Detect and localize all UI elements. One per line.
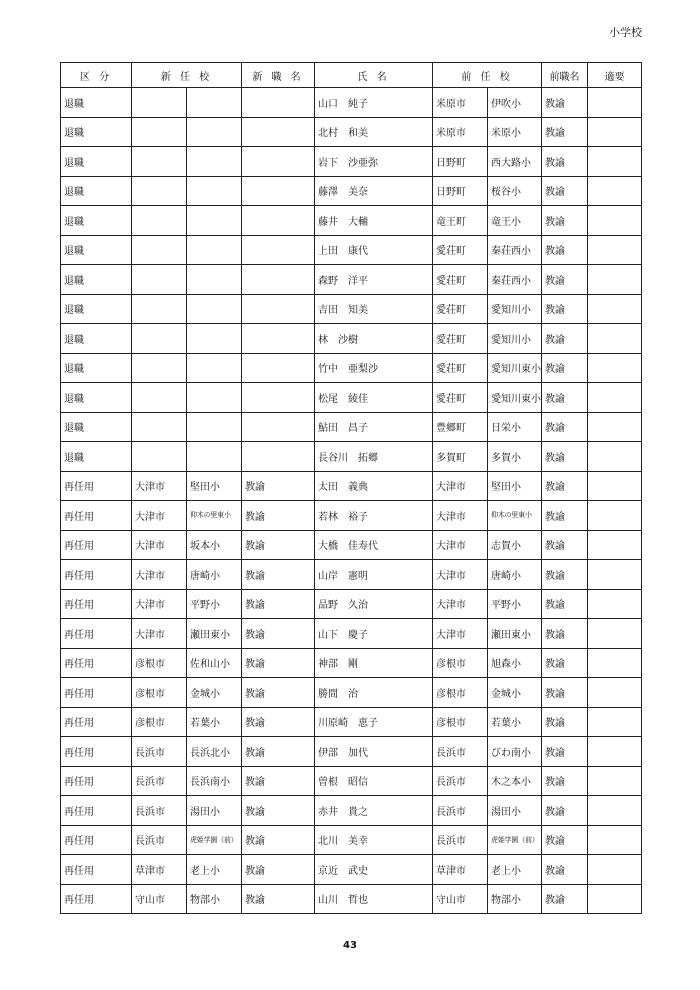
table-row — [61, 707, 642, 737]
new-title-cell: 教諭 — [242, 855, 315, 885]
table-row — [61, 353, 642, 383]
new-title-cell: 教諭 — [242, 678, 315, 708]
remarks-cell — [588, 265, 642, 295]
new-city-cell — [132, 412, 187, 442]
new-city-cell: 草津市 — [132, 855, 187, 885]
remarks-cell — [588, 766, 642, 796]
prev-title-cell: 教諭 — [542, 117, 588, 147]
table-row — [61, 796, 642, 826]
prev-city-cell: 長浜市 — [433, 825, 488, 855]
new-school-cell: 長浜南小 — [187, 766, 242, 796]
new-school-cell — [187, 265, 242, 295]
personnel-table — [60, 62, 642, 914]
prev-city-cell: 愛荘町 — [433, 383, 488, 413]
remarks-cell — [588, 560, 642, 590]
table-row — [61, 88, 642, 118]
remarks-cell — [588, 737, 642, 767]
remarks-cell — [588, 678, 642, 708]
new-title-cell: 教諭 — [242, 766, 315, 796]
new-school-cell: 仰木の里東小 — [187, 501, 242, 531]
table-row — [61, 530, 642, 560]
prev-school-cell: 湯田小 — [488, 796, 542, 826]
new-title-cell: 教諭 — [242, 825, 315, 855]
category-cell: 再任用 — [61, 737, 132, 767]
prev-title-cell: 教諭 — [542, 294, 588, 324]
prev-school-cell: 唐崎小 — [488, 560, 542, 590]
name-cell: 北村 和美 — [315, 117, 433, 147]
prev-title-cell: 教諭 — [542, 766, 588, 796]
new-city-cell — [132, 442, 187, 472]
new-city-cell: 大津市 — [132, 501, 187, 531]
prev-city-cell: 米原市 — [433, 117, 488, 147]
remarks-cell — [588, 648, 642, 678]
header-category: 区 分 — [61, 63, 132, 88]
name-cell: 長谷川 拓郷 — [315, 442, 433, 472]
new-city-cell: 大津市 — [132, 530, 187, 560]
new-school-cell — [187, 353, 242, 383]
new-city-cell: 大津市 — [132, 471, 187, 501]
prev-school-cell: 旭森小 — [488, 648, 542, 678]
prev-title-cell: 教諭 — [542, 560, 588, 590]
category-cell: 再任用 — [61, 530, 132, 560]
prev-city-cell: 日野町 — [433, 147, 488, 177]
header-remarks: 適要 — [588, 63, 642, 88]
name-cell: 岩下 沙亜弥 — [315, 147, 433, 177]
new-title-cell: 教諭 — [242, 530, 315, 560]
category-cell: 再任用 — [61, 678, 132, 708]
new-title-cell — [242, 412, 315, 442]
prev-city-cell: 長浜市 — [433, 766, 488, 796]
table-row — [61, 235, 642, 265]
new-title-cell: 教諭 — [242, 884, 315, 914]
remarks-cell — [588, 294, 642, 324]
prev-title-cell: 教諭 — [542, 707, 588, 737]
table-header-row — [61, 63, 642, 88]
prev-title-cell: 教諭 — [542, 147, 588, 177]
new-school-cell: 平野小 — [187, 589, 242, 619]
name-cell: 山口 純子 — [315, 88, 433, 118]
new-title-cell — [242, 117, 315, 147]
name-cell: 神部 剛 — [315, 648, 433, 678]
prev-title-cell: 教諭 — [542, 619, 588, 649]
remarks-cell — [588, 884, 642, 914]
prev-school-cell: 志賀小 — [488, 530, 542, 560]
remarks-cell — [588, 501, 642, 531]
prev-school-cell: 若葉小 — [488, 707, 542, 737]
name-cell: 赤井 貴之 — [315, 796, 433, 826]
prev-city-cell: 大津市 — [433, 589, 488, 619]
table-row — [61, 412, 642, 442]
header-name: 氏 名 — [315, 63, 433, 88]
remarks-cell — [588, 383, 642, 413]
prev-title-cell: 教諭 — [542, 855, 588, 885]
new-title-cell — [242, 265, 315, 295]
new-title-cell — [242, 147, 315, 177]
prev-school-cell: 平野小 — [488, 589, 542, 619]
new-school-cell — [187, 117, 242, 147]
category-cell: 再任用 — [61, 855, 132, 885]
new-school-cell: 金城小 — [187, 678, 242, 708]
name-cell: 林 沙樹 — [315, 324, 433, 354]
school-type-label: 小学校 — [609, 26, 642, 39]
prev-city-cell: 多賀町 — [433, 442, 488, 472]
remarks-cell — [588, 206, 642, 236]
new-city-cell: 彦根市 — [132, 707, 187, 737]
table-row — [61, 117, 642, 147]
prev-city-cell: 大津市 — [433, 619, 488, 649]
category-cell: 再任用 — [61, 501, 132, 531]
remarks-cell — [588, 442, 642, 472]
prev-school-cell: 西大路小 — [488, 147, 542, 177]
new-title-cell — [242, 324, 315, 354]
category-cell: 再任用 — [61, 560, 132, 590]
table-row — [61, 884, 642, 914]
table-row — [61, 855, 642, 885]
new-school-cell — [187, 324, 242, 354]
category-cell: 退職 — [61, 117, 132, 147]
new-title-cell: 教諭 — [242, 471, 315, 501]
remarks-cell — [588, 353, 642, 383]
new-school-cell: 虎姫学園（前） — [187, 825, 242, 855]
new-city-cell — [132, 206, 187, 236]
new-school-cell: 湯田小 — [187, 796, 242, 826]
prev-title-cell: 教諭 — [542, 884, 588, 914]
name-cell: 京近 武史 — [315, 855, 433, 885]
new-city-cell — [132, 117, 187, 147]
prev-title-cell: 教諭 — [542, 678, 588, 708]
new-city-cell: 長浜市 — [132, 796, 187, 826]
prev-school-cell: 老上小 — [488, 855, 542, 885]
prev-title-cell: 教諭 — [542, 589, 588, 619]
remarks-cell — [588, 796, 642, 826]
table-row — [61, 825, 642, 855]
new-school-cell — [187, 383, 242, 413]
new-school-cell: 長浜北小 — [187, 737, 242, 767]
new-title-cell — [242, 294, 315, 324]
prev-title-cell: 教諭 — [542, 235, 588, 265]
prev-city-cell: 大津市 — [433, 560, 488, 590]
table-row — [61, 619, 642, 649]
prev-school-cell: 愛知川東小 — [488, 353, 542, 383]
prev-city-cell: 長浜市 — [433, 796, 488, 826]
category-cell: 退職 — [61, 412, 132, 442]
new-school-cell: 坂本小 — [187, 530, 242, 560]
remarks-cell — [588, 619, 642, 649]
table-row — [61, 176, 642, 206]
prev-title-cell: 教諭 — [542, 530, 588, 560]
prev-city-cell: 彦根市 — [433, 648, 488, 678]
header-prev-school: 前 任 校 — [433, 63, 542, 88]
new-city-cell: 彦根市 — [132, 678, 187, 708]
prev-school-cell: 竜王小 — [488, 206, 542, 236]
prev-school-cell: 多賀小 — [488, 442, 542, 472]
remarks-cell — [588, 530, 642, 560]
table-row — [61, 648, 642, 678]
new-title-cell — [242, 383, 315, 413]
table-row — [61, 471, 642, 501]
new-school-cell — [187, 294, 242, 324]
header-new-school: 新 任 校 — [132, 63, 242, 88]
prev-city-cell: 愛荘町 — [433, 235, 488, 265]
name-cell: 松尾 綾佳 — [315, 383, 433, 413]
prev-school-cell: 愛知川小 — [488, 324, 542, 354]
prev-title-cell: 教諭 — [542, 737, 588, 767]
prev-city-cell: 米原市 — [433, 88, 488, 118]
category-cell: 再任用 — [61, 707, 132, 737]
new-title-cell: 教諭 — [242, 589, 315, 619]
new-school-cell: 老上小 — [187, 855, 242, 885]
prev-city-cell: 長浜市 — [433, 737, 488, 767]
new-school-cell — [187, 88, 242, 118]
table-row — [61, 560, 642, 590]
prev-city-cell: 豊郷町 — [433, 412, 488, 442]
category-cell: 退職 — [61, 353, 132, 383]
header-new-title: 新 職 名 — [242, 63, 315, 88]
prev-school-cell: びわ南小 — [488, 737, 542, 767]
prev-city-cell: 守山市 — [433, 884, 488, 914]
category-cell: 再任用 — [61, 766, 132, 796]
category-cell: 退職 — [61, 206, 132, 236]
remarks-cell — [588, 471, 642, 501]
table-row — [61, 501, 642, 531]
prev-city-cell: 大津市 — [433, 501, 488, 531]
category-cell: 再任用 — [61, 589, 132, 619]
remarks-cell — [588, 176, 642, 206]
new-school-cell — [187, 235, 242, 265]
remarks-cell — [588, 88, 642, 118]
table-row — [61, 589, 642, 619]
new-title-cell — [242, 88, 315, 118]
category-cell: 再任用 — [61, 825, 132, 855]
name-cell: 伊部 加代 — [315, 737, 433, 767]
name-cell: 鮎田 昌子 — [315, 412, 433, 442]
prev-school-cell: 瀬田東小 — [488, 619, 542, 649]
new-city-cell: 彦根市 — [132, 648, 187, 678]
new-city-cell — [132, 147, 187, 177]
table-row — [61, 147, 642, 177]
new-title-cell: 教諭 — [242, 560, 315, 590]
new-city-cell: 大津市 — [132, 560, 187, 590]
name-cell: 上田 康代 — [315, 235, 433, 265]
prev-title-cell: 教諭 — [542, 825, 588, 855]
header-prev-title: 前職名 — [542, 63, 588, 88]
new-city-cell: 大津市 — [132, 619, 187, 649]
new-school-cell: 若葉小 — [187, 707, 242, 737]
page-number: 43 — [343, 940, 357, 951]
prev-city-cell: 大津市 — [433, 471, 488, 501]
name-cell: 吉田 知美 — [315, 294, 433, 324]
name-cell: 品野 久治 — [315, 589, 433, 619]
new-city-cell: 長浜市 — [132, 825, 187, 855]
new-city-cell: 守山市 — [132, 884, 187, 914]
remarks-cell — [588, 235, 642, 265]
name-cell: 藤井 大輔 — [315, 206, 433, 236]
new-title-cell: 教諭 — [242, 796, 315, 826]
category-cell: 退職 — [61, 176, 132, 206]
table-row — [61, 737, 642, 767]
new-city-cell: 長浜市 — [132, 766, 187, 796]
new-title-cell — [242, 176, 315, 206]
remarks-cell — [588, 825, 642, 855]
category-cell: 再任用 — [61, 648, 132, 678]
prev-city-cell: 彦根市 — [433, 678, 488, 708]
prev-title-cell: 教諭 — [542, 353, 588, 383]
table-row — [61, 324, 642, 354]
name-cell: 太田 義典 — [315, 471, 433, 501]
new-school-cell: 瀬田東小 — [187, 619, 242, 649]
table-row — [61, 678, 642, 708]
prev-school-cell: 米原小 — [488, 117, 542, 147]
new-city-cell: 大津市 — [132, 589, 187, 619]
prev-school-cell: 秦荘西小 — [488, 235, 542, 265]
name-cell: 大橋 佳寿代 — [315, 530, 433, 560]
new-title-cell — [242, 353, 315, 383]
category-cell: 退職 — [61, 442, 132, 472]
table-row — [61, 442, 642, 472]
prev-school-cell: 物部小 — [488, 884, 542, 914]
category-cell: 退職 — [61, 235, 132, 265]
name-cell: 北川 美幸 — [315, 825, 433, 855]
name-cell: 山下 慶子 — [315, 619, 433, 649]
new-city-cell — [132, 88, 187, 118]
category-cell: 退職 — [61, 88, 132, 118]
prev-school-cell: 虎姫学園（前） — [488, 825, 542, 855]
new-school-cell: 佐和山小 — [187, 648, 242, 678]
prev-city-cell: 愛荘町 — [433, 324, 488, 354]
remarks-cell — [588, 589, 642, 619]
category-cell: 退職 — [61, 294, 132, 324]
prev-city-cell: 愛荘町 — [433, 294, 488, 324]
table-row — [61, 294, 642, 324]
new-title-cell — [242, 235, 315, 265]
new-school-cell — [187, 206, 242, 236]
category-cell: 再任用 — [61, 796, 132, 826]
remarks-cell — [588, 707, 642, 737]
prev-city-cell: 大津市 — [433, 530, 488, 560]
new-city-cell — [132, 265, 187, 295]
new-city-cell — [132, 383, 187, 413]
new-title-cell: 教諭 — [242, 707, 315, 737]
new-title-cell: 教諭 — [242, 737, 315, 767]
name-cell: 川原崎 恵子 — [315, 707, 433, 737]
prev-city-cell: 愛荘町 — [433, 353, 488, 383]
new-city-cell — [132, 176, 187, 206]
category-cell: 再任用 — [61, 619, 132, 649]
category-cell: 退職 — [61, 147, 132, 177]
prev-school-cell: 仰木の里東小 — [488, 501, 542, 531]
remarks-cell — [588, 147, 642, 177]
name-cell: 山川 哲也 — [315, 884, 433, 914]
prev-title-cell: 教諭 — [542, 471, 588, 501]
prev-school-cell: 秦荘西小 — [488, 265, 542, 295]
prev-school-cell: 愛知川小 — [488, 294, 542, 324]
name-cell: 山岸 憲明 — [315, 560, 433, 590]
new-title-cell — [242, 206, 315, 236]
prev-title-cell: 教諭 — [542, 501, 588, 531]
category-cell: 退職 — [61, 324, 132, 354]
prev-title-cell: 教諭 — [542, 648, 588, 678]
prev-city-cell: 愛荘町 — [433, 265, 488, 295]
prev-city-cell: 日野町 — [433, 176, 488, 206]
new-city-cell — [132, 235, 187, 265]
new-title-cell: 教諭 — [242, 619, 315, 649]
name-cell: 森野 洋平 — [315, 265, 433, 295]
new-school-cell — [187, 147, 242, 177]
prev-school-cell: 桜谷小 — [488, 176, 542, 206]
new-title-cell: 教諭 — [242, 501, 315, 531]
name-cell: 若林 裕子 — [315, 501, 433, 531]
new-school-cell: 唐崎小 — [187, 560, 242, 590]
prev-school-cell: 伊吹小 — [488, 88, 542, 118]
table-row — [61, 206, 642, 236]
prev-title-cell: 教諭 — [542, 265, 588, 295]
new-city-cell — [132, 353, 187, 383]
prev-school-cell: 金城小 — [488, 678, 542, 708]
category-cell: 退職 — [61, 265, 132, 295]
remarks-cell — [588, 412, 642, 442]
table-body — [61, 88, 642, 914]
prev-school-cell: 愛知川東小 — [488, 383, 542, 413]
new-school-cell: 堅田小 — [187, 471, 242, 501]
new-school-cell — [187, 176, 242, 206]
category-cell: 再任用 — [61, 884, 132, 914]
name-cell: 勝間 治 — [315, 678, 433, 708]
prev-school-cell: 木之本小 — [488, 766, 542, 796]
prev-city-cell: 竜王町 — [433, 206, 488, 236]
new-school-cell: 物部小 — [187, 884, 242, 914]
table-row — [61, 383, 642, 413]
prev-title-cell: 教諭 — [542, 412, 588, 442]
name-cell: 竹中 亜梨沙 — [315, 353, 433, 383]
name-cell: 曽根 昭信 — [315, 766, 433, 796]
new-city-cell — [132, 294, 187, 324]
prev-school-cell: 堅田小 — [488, 471, 542, 501]
name-cell: 藤澤 美奈 — [315, 176, 433, 206]
prev-school-cell: 日栄小 — [488, 412, 542, 442]
prev-title-cell: 教諭 — [542, 383, 588, 413]
prev-title-cell: 教諭 — [542, 88, 588, 118]
remarks-cell — [588, 324, 642, 354]
new-school-cell — [187, 442, 242, 472]
new-city-cell: 長浜市 — [132, 737, 187, 767]
prev-title-cell: 教諭 — [542, 324, 588, 354]
category-cell: 再任用 — [61, 471, 132, 501]
prev-title-cell: 教諭 — [542, 206, 588, 236]
prev-title-cell: 教諭 — [542, 796, 588, 826]
table-row — [61, 766, 642, 796]
remarks-cell — [588, 855, 642, 885]
prev-title-cell: 教諭 — [542, 176, 588, 206]
new-school-cell — [187, 412, 242, 442]
new-title-cell — [242, 442, 315, 472]
prev-city-cell: 彦根市 — [433, 707, 488, 737]
prev-title-cell: 教諭 — [542, 442, 588, 472]
category-cell: 退職 — [61, 383, 132, 413]
remarks-cell — [588, 117, 642, 147]
new-city-cell — [132, 324, 187, 354]
table-row — [61, 265, 642, 295]
new-title-cell: 教諭 — [242, 648, 315, 678]
prev-city-cell: 草津市 — [433, 855, 488, 885]
